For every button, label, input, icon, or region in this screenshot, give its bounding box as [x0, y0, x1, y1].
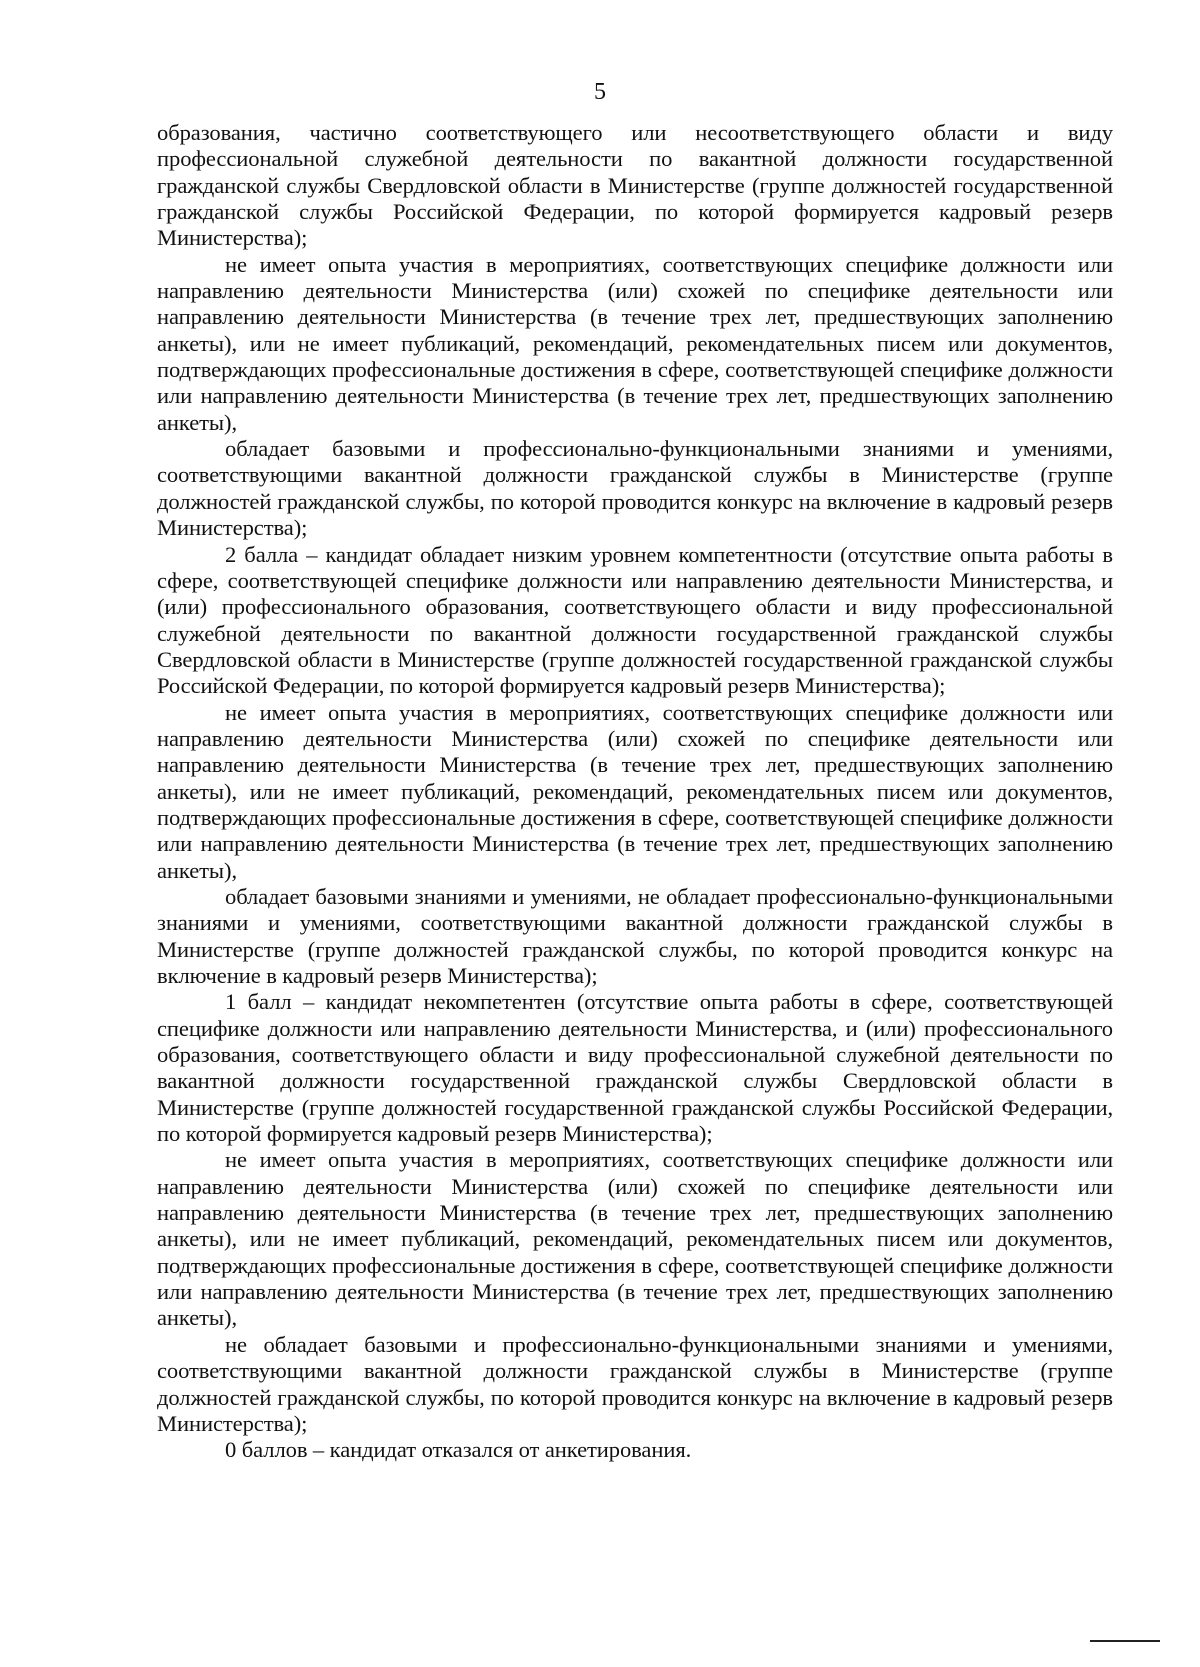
paragraph-score-2: 2 балла – кандидат обладает низким уровнем компетентности (отсутствие опыта работы в сфере, соответствующей специфике должности или направлению деятельности Министерства, и (или) профессионального образования, соответствующего области и виду профессиональной служебной деятельности по вакантной должности государственной гражданской службы Свердловской области в Министерстве (группе должностей государственной гражданской службы Российской Федерации, по которой формируется кадровый резерв Министерства);	[157, 541, 1113, 699]
paragraph: не имеет опыта участия в мероприятиях, соответствующих специфике должности или направлению деятельности Министерства (или) схожей по специфике деятельности или направлению деятельности Министерства (в течение трех лет, предшествующих заполнению анкеты), или не имеет публикаций, рекомендаций, рекомендательных писем или документов, подтверждающих профессиональные достижения в сфере, соответствующей специфике должности или направлению деятельности Министерства (в течение трех лет, предшествующих заполнению анкеты),	[157, 251, 1113, 435]
paragraph: не имеет опыта участия в мероприятиях, соответствующих специфике должности или направлению деятельности Министерства (или) схожей по специфике деятельности или направлению деятельности Министерства (в течение трех лет, предшествующих заполнению анкеты), или не имеет публикаций, рекомендаций, рекомендательных писем или документов, подтверждающих профессиональные достижения в сфере, соответствующей специфике должности или направлению деятельности Министерства (в течение трех лет, предшествующих заполнению анкеты),	[157, 699, 1113, 883]
page-number: 5	[594, 79, 606, 105]
paragraph: не обладает базовыми и профессионально-функциональными знаниями и умениями, соответствующими вакантной должности гражданской службы в Министерстве (группе должностей гражданской службы, по которой проводится конкурс на включение в кадровый резерв Министерства);	[157, 1331, 1113, 1436]
paragraph: не имеет опыта участия в мероприятиях, соответствующих специфике должности или направлению деятельности Министерства (или) схожей по специфике деятельности или направлению деятельности Министерства (в течение трех лет, предшествующих заполнению анкеты), или не имеет публикаций, рекомендаций, рекомендательных писем или документов, подтверждающих профессиональные достижения в сфере, соответствующей специфике должности или направлению деятельности Министерства (в течение трех лет, предшествующих заполнению анкеты),	[157, 1147, 1113, 1331]
footer-rule	[1090, 1640, 1160, 1642]
paragraph: обладает базовыми знаниями и умениями, не обладает профессионально-функциональными знаниями и умениями, соответствующими вакантной должности гражданской службы в Министерстве (группе должностей гражданской службы, по которой проводится конкурс на включение в кадровый резерв Министерства);	[157, 883, 1113, 988]
document-body	[157, 120, 1113, 1464]
paragraph: обладает базовыми и профессионально-функциональными знаниями и умениями, соответствующими вакантной должности гражданской службы в Министерстве (группе должностей гражданской службы, по которой проводится конкурс на включение в кадровый резерв Министерства);	[157, 436, 1113, 541]
paragraph-score-1: 1 балл – кандидат некомпетентен (отсутствие опыта работы в сфере, соответствующей специфике должности или направлению деятельности Министерства, и (или) профессионального образования, соответствующего области и виду профессиональной служебной деятельности по вакантной должности государственной гражданской службы Свердловской области в Министерстве (группе должностей государственной гражданской службы Российской Федерации, по которой формируется кадровый резерв Министерства);	[157, 989, 1113, 1147]
paragraph-score-0: 0 баллов – кандидат отказался от анкетирования.	[225, 1437, 692, 1463]
paragraph-continuation: образования, частично соответствующего или несоответствующего области и виду профессиональной служебной деятельности по вакантной должности государственной гражданской службы Свердловской области в Министерстве (группе должностей государственной гражданской службы Российской Федерации, по которой формируется кадровый резерв Министерства);	[157, 120, 1113, 251]
